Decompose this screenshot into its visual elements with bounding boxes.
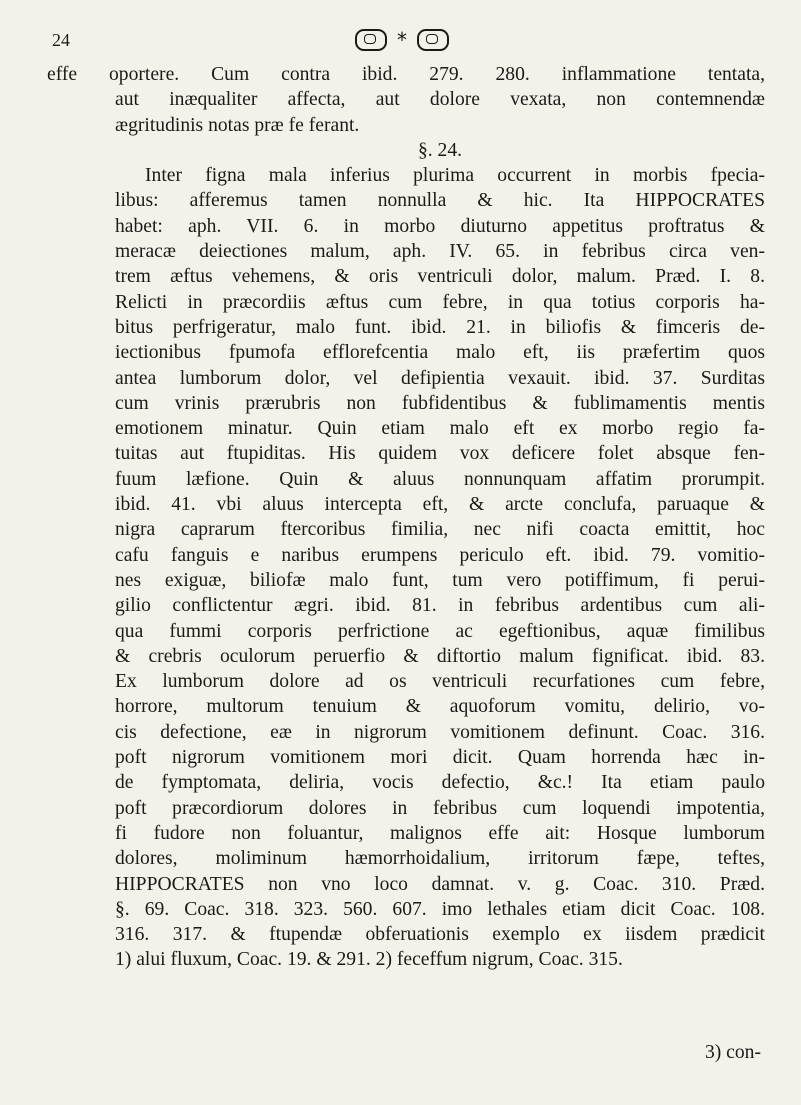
text-line: poft nigrorum vomitionem mori dicit. Quam horrenda hæc in- — [115, 747, 765, 769]
ornament-star: * — [397, 28, 407, 52]
text-line: & crebris oculorum peruerfio & diftortio malum fignificat. ibid. 83. — [115, 645, 765, 667]
text-line: iectionibus fpumofa efflorefcentia malo eft, iis præfertim quos — [115, 342, 765, 364]
text-line: cis defectione, eæ in nigrorum vomitionem definunt. Coac. 316. — [115, 721, 765, 743]
text-line: emotionem minatur. Quin etiam malo eft ex morbo regio fa- — [115, 418, 765, 440]
text-line: trem æftus vehemens, & oris ventriculi dolor, malum. Præd. I. 8. — [115, 266, 765, 288]
text-line: HIPPOCRATES non vno loco damnat. v. g. Coac. 310. Præd. — [115, 873, 765, 895]
text-line: tuitas aut ftupiditas. His quidem vox deficere folet absque fen- — [115, 443, 765, 465]
ornament-left-icon — [355, 29, 387, 51]
text-line: cum vrinis prærubris non fubfidentibus & fublimamentis mentis — [115, 392, 765, 414]
text-line: bitus perfrigeratur, malo funt. ibid. 21. in biliofis & fimceris de- — [115, 316, 765, 338]
body-text — [47, 62, 765, 973]
text-line: ægritudinis notas præ fe ferant. — [115, 114, 360, 136]
text-line: effe oportere. Cum contra ibid. 279. 280. inflammatione tentata, — [47, 64, 765, 85]
page-number: 24 — [52, 30, 70, 50]
text-line: meracæ deiectiones malum, aph. IV. 65. in febribus circa ven- — [115, 241, 765, 263]
text-line: habet: aph. VII. 6. in morbo diuturno appetitus proftratus & — [115, 215, 765, 237]
text-line: aut inæqualiter affecta, aut dolore vexata, non contemnendæ — [115, 89, 765, 111]
text-line: horrore, multorum tenuium & aquoforum vomitu, delirio, vo- — [115, 696, 765, 718]
header-ornament — [322, 22, 482, 58]
text-line: nigra caprarum ftercoribus fimilia, nec nifi coacta emittit, hoc — [115, 519, 765, 541]
text-line: ibid. 41. vbi aluus intercepta eft, & arcte conclufa, paruaque & — [115, 494, 765, 516]
ornament-right-icon — [417, 29, 449, 51]
text-line: qua fummi corporis perfrictione ac egeftionibus, aquæ fimilibus — [115, 620, 765, 642]
text-line: Inter figna mala inferius plurima occurrent in morbis fpecia- — [145, 165, 765, 187]
text-line: nes exiguæ, biliofæ malo funt, tum vero potiffimum, fi perui- — [115, 569, 765, 591]
text-line: poft præcordiorum dolores in febribus cum loquendi impotentia, — [115, 797, 765, 819]
text-line: gilio conflictentur ægri. ibid. 81. in febribus ardentibus cum ali- — [115, 595, 765, 617]
text-line: de fymptomata, deliria, vocis defectio, &c.! Ita etiam paulo — [115, 772, 765, 794]
text-line: libus: afferemus tamen nonnulla & hic. Ita HIPPOCRATES — [115, 190, 765, 212]
page-header — [52, 22, 752, 58]
text-line: Ex lumborum dolore ad os ventriculi recurfationes cum febre, — [115, 671, 765, 693]
text-line: fuum læfione. Quin & aluus nonnunquam affatim prorumpit. — [115, 468, 765, 490]
section-heading: §. 24. — [417, 139, 463, 161]
text-line: §. 69. Coac. 318. 323. 560. 607. imo lethales etiam dicit Coac. 108. — [115, 898, 765, 920]
text-line: 1) alui fluxum, Coac. 19. & 291. 2) feceffum nigrum, Coac. 315. — [115, 949, 623, 971]
catchword: 3) con- — [704, 1042, 761, 1063]
text-line: cafu fanguis e naribus erumpens periculo eft. ibid. 79. vomitio- — [115, 544, 765, 566]
text-line: Relicti in præcordiis æftus cum febre, in qua totius corporis ha- — [115, 291, 765, 313]
text-line: 316. 317. & ftupendæ obferuationis exemplo ex iisdem prædicit — [115, 924, 765, 946]
text-line: dolores, moliminum hæmorrhoidalium, irritorum fæpe, teftes, — [115, 848, 765, 870]
text-line: antea lumborum dolor, vel defipientia vexauit. ibid. 37. Surditas — [115, 367, 765, 389]
text-line: fi fudore non foluantur, malignos effe ait: Hosque lumborum — [115, 822, 765, 844]
